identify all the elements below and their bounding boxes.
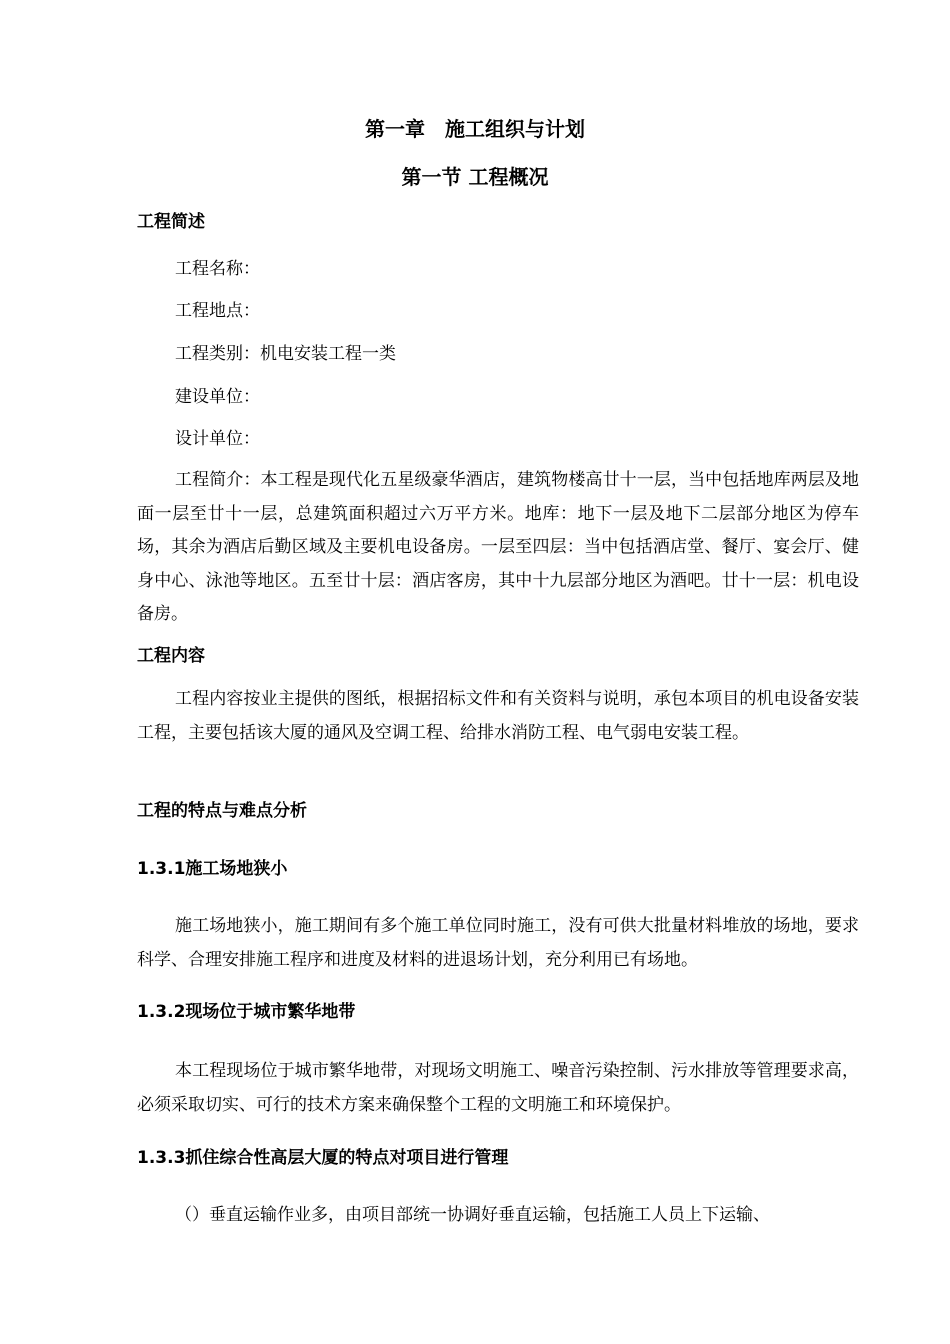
feature-3-paragraph: （）垂直运输作业多，由项目部统一协调好垂直运输，包括施工人员上下运输、 xyxy=(175,1205,770,1225)
feature-3-title: 1.3.3抓住综合性高层大厦的特点对项目进行管理 xyxy=(137,1148,509,1168)
field-design-unit: 设计单位： xyxy=(175,429,260,449)
field-project-name: 工程名称： xyxy=(175,259,260,279)
chapter-title: 第一章 施工组织与计划 xyxy=(365,117,585,141)
content-paragraph: 工程内容按业主提供的图纸，根据招标文件和有关资料与说明，承包本项目的机电设备安装工程，主要包括该大厦的通风及空调工程、给排水消防工程、电气弱电安装工程。 xyxy=(137,689,859,743)
feature-1-paragraph: 施工场地狭小，施工期间有多个施工单位同时施工，没有可供大批量材料堆放的场地，要求科学、合理安排施工程序和进度及材料的进退场计划，充分利用已有场地。 xyxy=(137,916,859,970)
overview-intro-paragraph: 工程简介：本工程是现代化五星级豪华酒店，建筑物楼高廿十一层，当中包括地库两层及地面一层至廿十一层，总建筑面积超过六万平方米。地库：地下一层及地下二层部分地区为停车场，其余为酒店后勤区域及主要机电设备房。一层至四层：当中包括酒店堂、餐厅、宴会厅、健身中心、泳池等地区。五至廿十层：酒店客房，其中十九层部分地区为酒吧。廿十一层：机电设备房。 xyxy=(137,470,859,624)
features-heading: 工程的特点与难点分析 xyxy=(137,801,307,821)
feature-2-paragraph: 本工程现场位于城市繁华地带，对现场文明施工、噪音污染控制、污水排放等管理要求高，必须采取切实、可行的技术方案来确保整个工程的文明施工和环境保护。 xyxy=(137,1061,859,1115)
field-construction-unit: 建设单位： xyxy=(175,387,260,407)
content-heading: 工程内容 xyxy=(137,646,205,666)
field-project-category: 工程类别：机电安装工程一类 xyxy=(175,344,396,364)
overview-heading: 工程简述 xyxy=(137,212,205,232)
feature-2-title: 1.3.2现场位于城市繁华地带 xyxy=(137,1002,356,1022)
section-title: 第一节 工程概况 xyxy=(401,165,549,189)
field-project-location: 工程地点： xyxy=(175,301,260,321)
feature-1-title: 1.3.1施工场地狭小 xyxy=(137,859,288,879)
